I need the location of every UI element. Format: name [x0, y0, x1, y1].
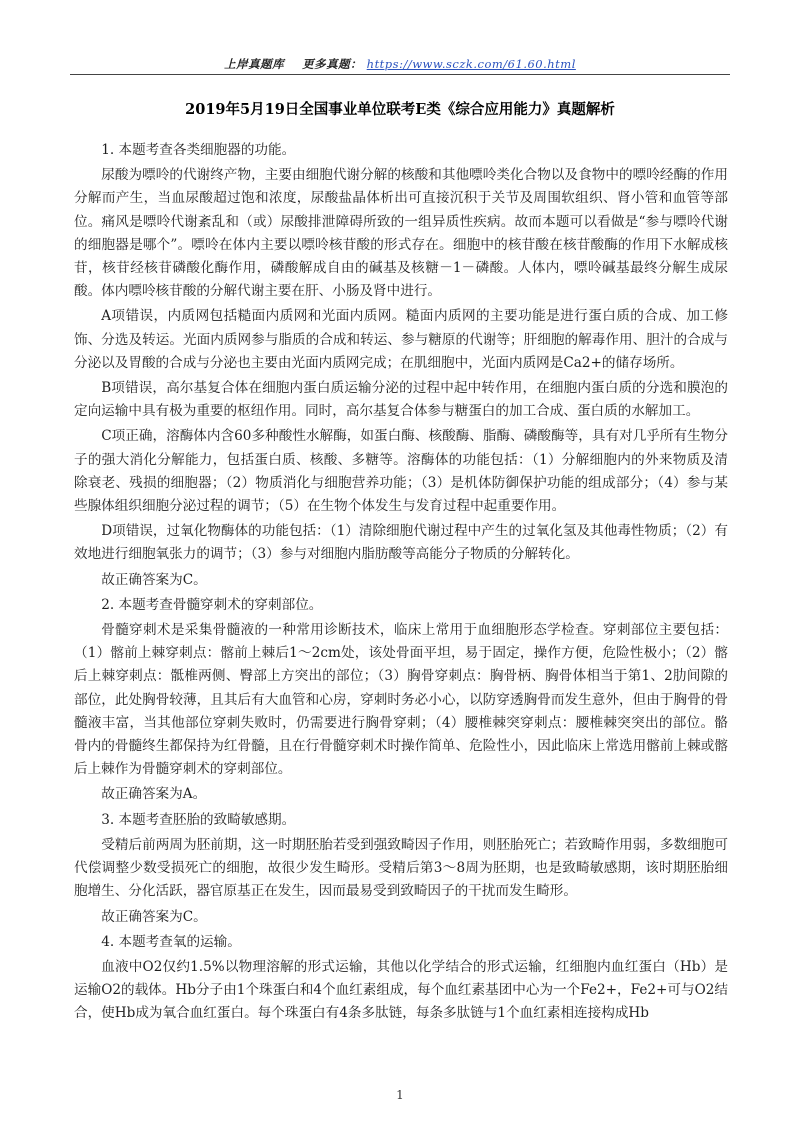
paragraph-option-b: B项错误，高尔基复合体在细胞内蛋白质运输分泌的过程中起中转作用，在细胞内蛋白质的分选和膜泡的定向运输中具有极为重要的枢纽作用。同时，高尔基复合体参与糖蛋白的加工合成、蛋白质的水解加工。: [74, 380, 728, 420]
question-4-heading: 4. 本题考查氧的运输。: [101, 933, 241, 950]
paragraph-option-c: C项正确，溶酶体内含60多种酸性水解酶，如蛋白酶、核酸酶、脂酶、磷酸酶等，具有对几乎所有生物分子的强大消化分解能力，包括蛋白质、核酸、多糖等。溶酶体的功能包括：（1）分解细胞内的外来物质及清除衰老、残损的细胞器；（2）物质消化与细胞营养功能；（3）是机体防御保护功能的组成部分；（4）参与某些腺体组织细胞分泌过程的调节；（5）在生物个体发生与发育过程中起重要作用。: [74, 428, 728, 515]
paragraph-embryo: 受精后前两周为胚前期，这一时期胚胎若受到强致畸因子作用，则胚胎死亡；若致畸作用弱，多数细胞可代偿调整少数受损死亡的细胞，故很少发生畸形。受精后第3～8周为胚期，也是致畸敏感期，该时期胚胎细胞增生、分化活跃，器官原基正在发生，因而最易受到致畸因子的干扰而发生畸形。: [74, 836, 728, 900]
paragraph-option-d: D项错误，过氧化物酶体的功能包括：（1）清除细胞代谢过程中产生的过氧化氢及其他毒性物质；（2）有效地进行细胞氧张力的调节；（3）参与对细胞内脂肪酸等高能分子物质的分解转化。: [74, 523, 728, 563]
article-body: [74, 139, 728, 1028]
answer-2: 故正确答案为A。: [101, 786, 207, 803]
more-label: 更多真题：: [302, 57, 363, 71]
site-name: 上岸真题库: [224, 57, 285, 71]
page-header: [70, 56, 730, 72]
answer-3: 故正确答案为C。: [101, 908, 207, 925]
paragraph-option-a: A项错误，内质网包括糙面内质网和光面内质网。糙面内质网的主要功能是进行蛋白质的合成、加工修饰、分选及转运。光面内质网参与脂质的合成和转运、参与糖原的代谢等；肝细胞的解毒作用、胆汁的合成与分泌以及胃酸的合成与分泌也主要由光面内质网完成；在肌细胞中，光面内质网是Ca2+的储存场所。: [74, 308, 728, 371]
source-link[interactable]: https://www.sczk.com/61.60.html: [366, 57, 576, 71]
paragraph-oxygen: 血液中O2仅约1.5%以物理溶解的形式运输，其他以化学结合的形式运输，红细胞内血红蛋白（Hb）是运输O2的载体。Hb分子由1个珠蛋白和4个血红素组成，每个血红素基团中心为一个Fe2+，Fe2+可与O2结合，使Hb成为氧合血红蛋白。每个珠蛋白有4条多肽链，每条多肽链与1个血红素相连接构成Hb: [74, 958, 728, 1022]
header-divider: [70, 74, 730, 75]
question-1-heading: 1. 本题考查各类细胞器的功能。: [101, 142, 296, 158]
answer-1: 故正确答案为C。: [101, 571, 207, 588]
paragraph-bone-marrow: 骨髓穿刺术是采集骨髓液的一种常用诊断技术，临床上常用于血细胞形态学检查。穿刺部位主要包括：（1）髂前上棘穿刺点：髂前上棘后1～2cm处，该处骨面平坦，易于固定，操作方便，危险性极小；（2）髂后上棘穿刺点：骶椎两侧、臀部上方突出的部位；（3）胸骨穿刺点：胸骨柄、胸骨体相当于第1、2肋间隙的部位，此处胸骨较薄，且其后有大血管和心房，穿刺时务必小心，以防穿透胸骨而发生意外，但由于胸骨的骨髓液丰富，当其他部位穿刺失败时，仍需要进行胸骨穿刺；（4）腰椎棘突穿刺点：腰椎棘突突出的部位。骼骨内的骨髓终生都保持为红骨髓，且在行骨髓穿刺术时操作简单、危险性小，因此临床上常选用髂前上棘或髂后上棘作为骨髓穿刺术的穿刺部位。: [74, 622, 728, 778]
question-3-heading: 3. 本题考查胚胎的致畸敏感期。: [101, 811, 296, 828]
question-2-heading: 2. 本题考查骨髓穿刺术的穿刺部位。: [101, 596, 323, 613]
paragraph-uric-acid: 尿酸为嘌呤的代谢终产物，主要由细胞代谢分解的核酸和其他嘌呤类化合物以及食物中的嘌呤经酶的作用分解而产生，当血尿酸超过饱和浓度，尿酸盐晶体析出可直接沉积于关节及周围软组织、肾小管和血管等部位。痛风是嘌呤代谢紊乱和（或）尿酸排泄障碍所致的一组异质性疾病。故而本题可以看做是“参与嘌呤代谢的细胞器是哪个”。嘌呤在体内主要以嘌呤核苷酸的形式存在。细胞中的核苷酸在核苷酸酶的作用下水解成核苷，核苷经核苷磷酸化酶作用，磷酸解成自由的碱基及核糖－1－磷酸。人体内，嘌呤碱基最终分解生成尿酸。体内嘌呤核苷酸的分解代谢主要在肝、小肠及肾中进行。: [74, 167, 728, 300]
page-number: 1: [396, 1088, 404, 1102]
page-title: 2019年5月19日全国事业单位联考E类《综合应用能力》真题解析: [185, 101, 615, 118]
